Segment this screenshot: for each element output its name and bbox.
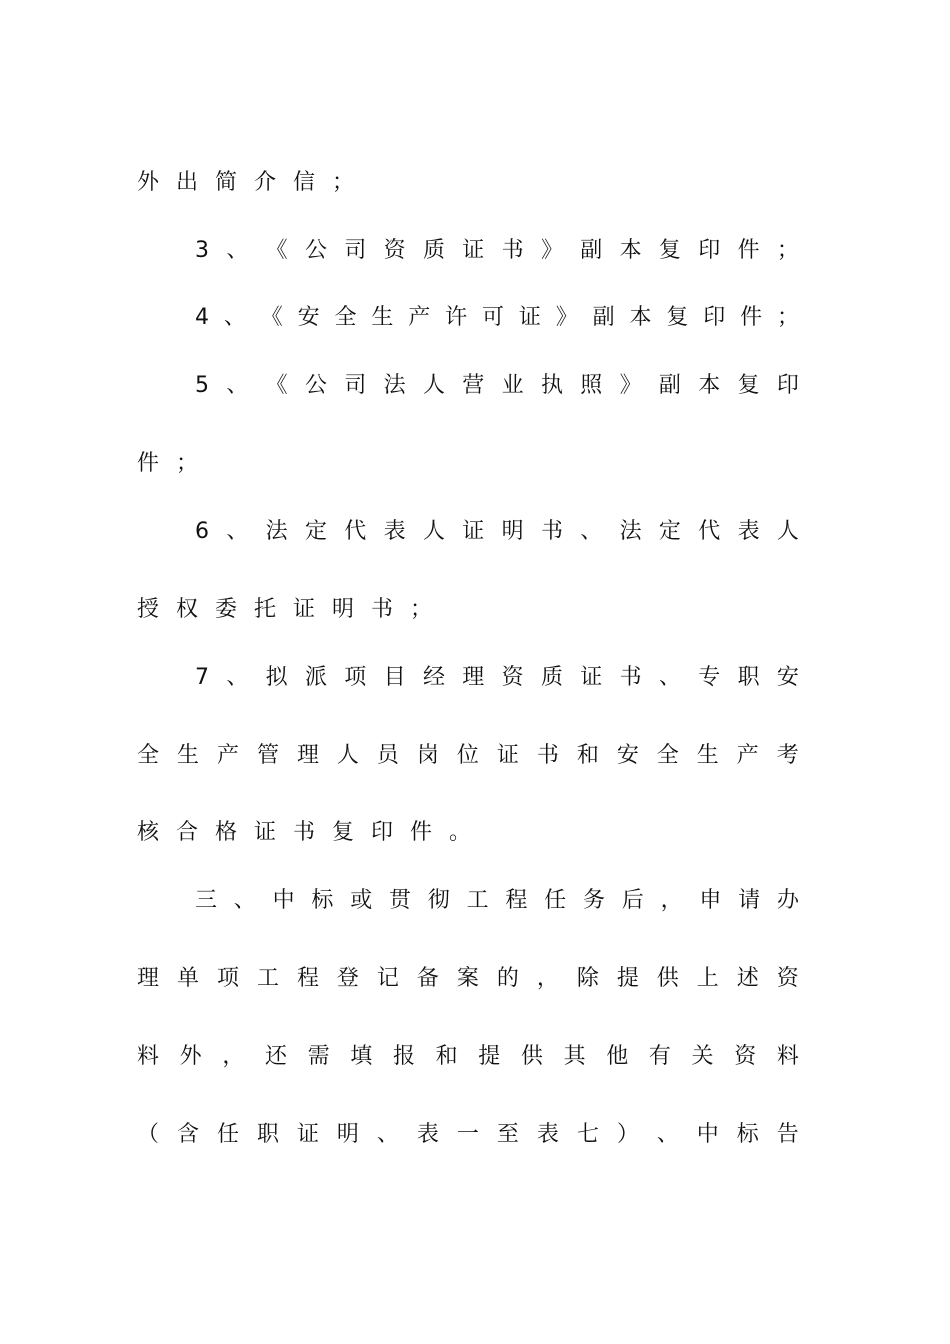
text-line-6-continued: 授权委托证明书； (137, 597, 450, 622)
list-item-6: 6 、 法 定 代 表 人 证 明 书 、 法 定 代 表 人 (195, 519, 799, 544)
text-line-7-continued-a: 全 生 产 管 理 人 员 岗 位 证 书 和 安 全 生 产 考 (137, 743, 799, 768)
text-line-7-continued-b: 核合格证书复印件。 (137, 820, 489, 845)
list-item-5: 5 、 《 公 司 法 人 营 业 执 照 》 副 本 复 印 (195, 373, 799, 398)
paragraph-line-2: 理 单 项 工 程 登 记 备 案 的 ， 除 提 供 上 述 资 (137, 966, 799, 991)
list-item-7: 7 、 拟 派 项 目 经 理 资 质 证 书 、 专 职 安 (195, 665, 799, 690)
text-line-5-continued: 件； (137, 451, 216, 476)
text-line-1: 外出简介信； (137, 170, 372, 195)
list-item-3: 3 、 《 公 司 资 质 证 书 》 副 本 复 印 件 ； (195, 238, 799, 263)
list-item-4: 4 、 《 安 全 生 产 许 可 证 》 副 本 复 印 件 ； (195, 305, 799, 330)
paragraph-line-4: （ 含 任 职 证 明 、 表 一 至 表 七 ） 、 中 标 告 (137, 1122, 799, 1147)
section-three-heading: 三 、 中 标 或 贯 彻 工 程 任 务 后 ， 申 请 办 (195, 888, 799, 913)
paragraph-line-3: 料 外 ， 还 需 填 报 和 提 供 其 他 有 关 资 料 (137, 1044, 799, 1069)
